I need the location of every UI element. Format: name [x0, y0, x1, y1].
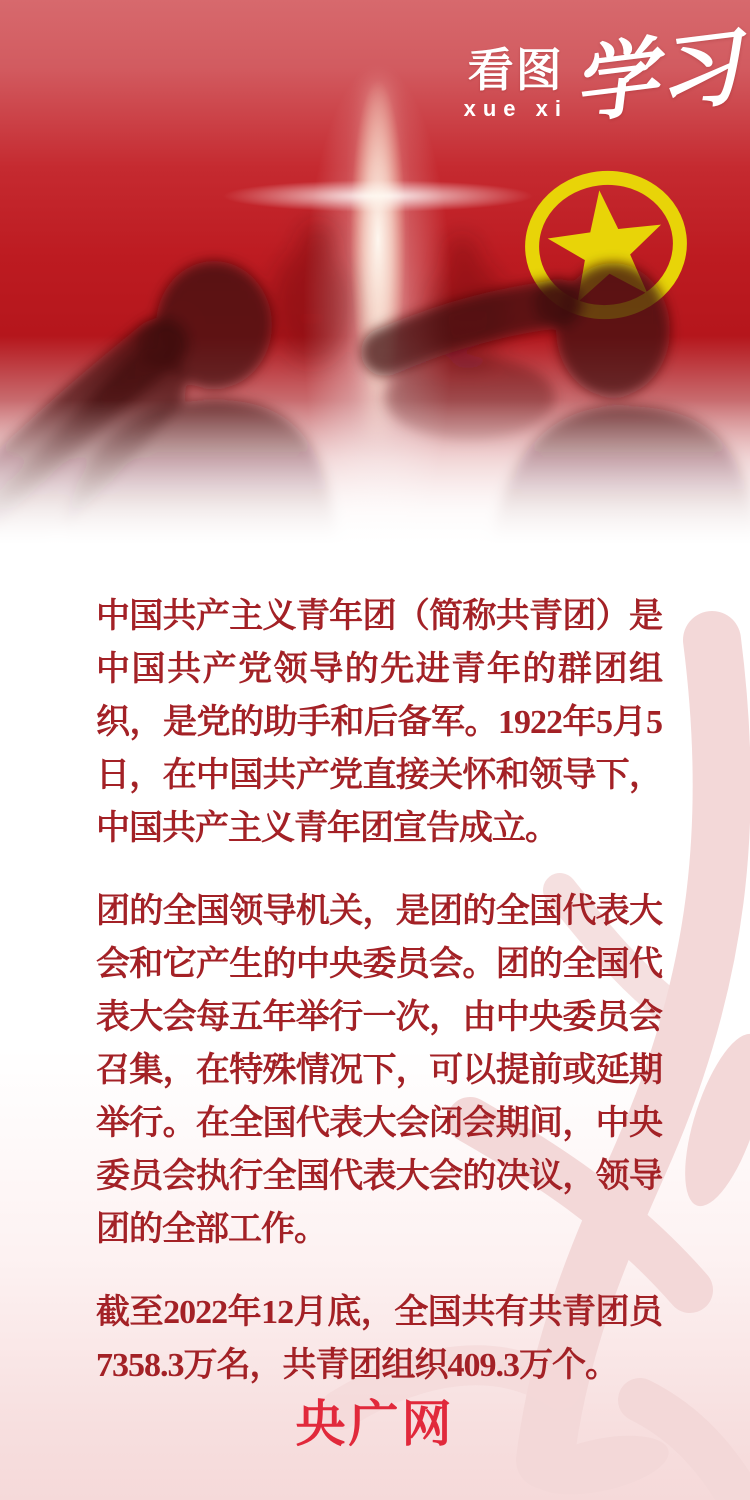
brand-logo-calligraphy: 学习 — [567, 16, 746, 135]
paragraph-leadership: 团的全国领导机关，是团的全国代表大会和它产生的中央委员会。团的全国代表大会每五年举行一次，由中央委员会召集，在特殊情况下，可以提前或延期举行。在全国代表大会闭会期间，中央委员会执行全国代表大会的决议，领导团的全部工作。 — [96, 893, 662, 1248]
article-section — [0, 560, 750, 1500]
article-body — [0, 560, 750, 1392]
paragraph-intro: 中国共产主义青年团（简称共青团）是中国共产党领导的先进青年的群团组织，是党的助手和后备军。1922年5月5日，在中国共产党直接关怀和领导下，中国共产主义青年团宣告成立。 — [96, 598, 662, 847]
publisher-logo: 央广网 — [295, 1396, 455, 1452]
paragraph-statistics: 截至2022年12月底，全国共有共青团员7358.3万名，共青团组织409.3万个。 — [96, 1294, 662, 1384]
brand-logo-pinyin: xue xi — [463, 96, 568, 122]
hero-image — [0, 0, 750, 560]
brand-logo-main-text: 看图 — [467, 44, 564, 96]
brand-logo — [463, 16, 746, 135]
